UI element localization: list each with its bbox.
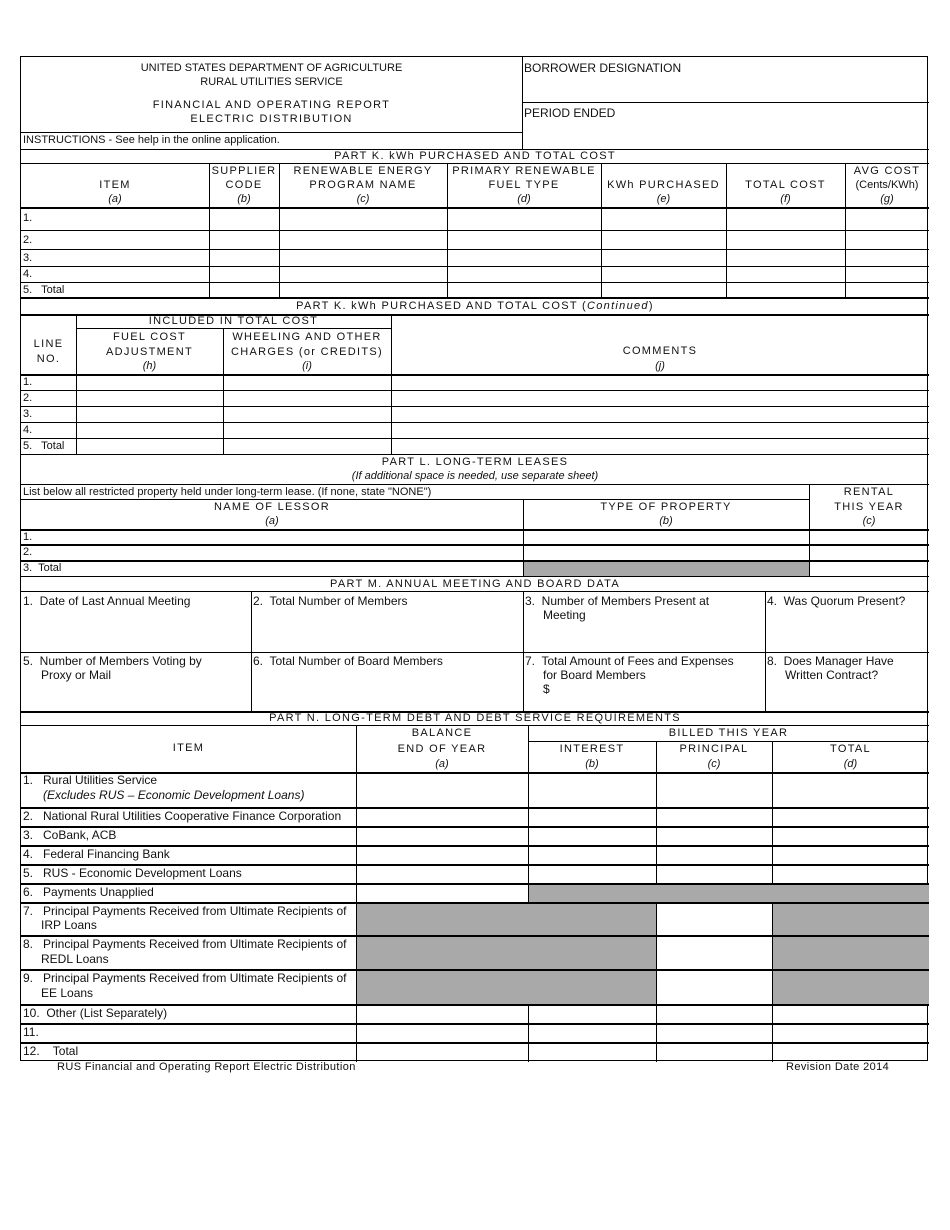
period-ended-field[interactable] — [524, 121, 926, 147]
col-j: (j) — [655, 360, 665, 372]
n-col-principal: PRINCIPAL — [679, 743, 749, 755]
n-row-10: 10. Other (List Separately) — [23, 1006, 168, 1020]
n-col-interest: INTEREST — [559, 743, 625, 755]
k-col-renewable: RENEWABLE ENERGY — [293, 165, 433, 177]
rus-form — [20, 56, 928, 1061]
type-of-property-label: TYPE OF PROPERTY — [600, 501, 732, 513]
table-row: 3. — [23, 252, 33, 264]
table-row: 4. — [23, 268, 33, 280]
k-col-d: (d) — [517, 193, 531, 205]
q5-field[interactable] — [23, 685, 249, 709]
report-subtitle: ELECTRIC DISTRIBUTION — [190, 113, 353, 125]
k-col-primary: PRIMARY RENEWABLE — [452, 165, 596, 177]
q2-field[interactable] — [253, 612, 521, 650]
table-row: 5. Total — [23, 284, 65, 296]
k-col-g: (g) — [880, 193, 894, 205]
n-row-7: 7. Principal Payments Received from Ultimate Recipients of — [23, 904, 347, 918]
q8-label: 8. Does Manager Have — [767, 654, 894, 668]
table-row: 3. Total — [23, 562, 62, 574]
k-col-supplier: SUPPLIER — [211, 165, 277, 177]
n-row-5: 5. RUS - Economic Development Loans — [23, 866, 242, 880]
q3-label: 3. Number of Members Present at — [525, 594, 710, 608]
part-m-title: PART M. ANNUAL MEETING AND BOARD DATA — [330, 578, 620, 590]
k-col-e: (e) — [656, 193, 671, 205]
fuel-cost-label: FUEL COST — [112, 331, 187, 343]
q5-label-cont: Proxy or Mail — [41, 668, 112, 682]
n-row-11: 11. — [23, 1025, 39, 1039]
n-row-1-note: (Excludes RUS – Economic Development Loans) — [43, 788, 305, 802]
q4-field[interactable] — [767, 612, 927, 650]
service-name: RURAL UTILITIES SERVICE — [200, 76, 343, 88]
n-col-b: (b) — [585, 758, 599, 770]
q6-label: 6. Total Number of Board Members — [253, 654, 443, 668]
part-l-input-grid[interactable] — [61, 531, 929, 560]
k-col-f: (f) — [780, 193, 791, 205]
instructions: INSTRUCTIONS - See help in the online application. — [23, 134, 280, 146]
part-k-continued-input-grid[interactable] — [77, 376, 929, 454]
shaded-cell — [524, 562, 809, 576]
col-i: (i) — [302, 360, 312, 372]
n-row-2: 2. National Rural Utilities Cooperative Finance Corporation — [23, 809, 342, 823]
table-row: 2. — [23, 546, 33, 558]
shaded-cell — [529, 883, 929, 902]
shaded-cell — [357, 902, 656, 1005]
n-col-end-of-year: END OF YEAR — [397, 743, 487, 755]
n-row-8-cont: REDL Loans — [41, 952, 109, 966]
col-a: (a) — [265, 515, 279, 527]
n-row-8: 8. Principal Payments Received from Ultimate Recipients of — [23, 937, 347, 951]
k-col-c: (c) — [356, 193, 370, 205]
n-row-9: 9. Principal Payments Received from Ultimate Recipients of — [23, 971, 347, 985]
n-col-c: (c) — [707, 758, 721, 770]
col-b: (b) — [659, 515, 673, 527]
n-row-1: 1. Rural Utilities Service — [23, 773, 158, 787]
dept-name: UNITED STATES DEPARTMENT OF AGRICULTURE — [140, 62, 403, 74]
n-col-a: (a) — [435, 758, 449, 770]
q8-field[interactable] — [767, 685, 927, 709]
n-row-4: 4. Federal Financing Bank — [23, 847, 170, 861]
this-year-label: THIS YEAR — [834, 501, 904, 513]
q4-label: 4. Was Quorum Present? — [767, 594, 906, 608]
n-row-7-cont: IRP Loans — [41, 918, 97, 932]
k-col-item: ITEM — [99, 179, 131, 191]
shaded-cell — [773, 902, 929, 1005]
k-col-item-sub: (a) — [108, 193, 122, 205]
comments-label: COMMENTS — [622, 345, 698, 357]
n-col-balance: BALANCE — [411, 727, 473, 739]
included-in-total-cost: INCLUDED IN TOTAL COST — [148, 315, 319, 327]
col-h: (h) — [142, 360, 157, 372]
table-row: 5. Total — [23, 440, 65, 452]
n-col-item: ITEM — [172, 742, 205, 754]
k-col-avg: AVG COST — [853, 165, 921, 177]
k-col-fuel: FUEL TYPE — [488, 179, 560, 191]
q1-field[interactable] — [23, 612, 249, 650]
part-k-title: PART K. kWh PURCHASED AND TOTAL COST — [334, 150, 616, 162]
q7-label: 7. Total Amount of Fees and Expenses — [525, 654, 734, 668]
q6-field[interactable] — [253, 672, 521, 709]
q7-label-cont: for Board Members — [543, 668, 646, 682]
borrower-designation-label: BORROWER DESIGNATION — [524, 61, 682, 75]
line-label: LINE — [33, 338, 64, 350]
part-k-continued-title: PART K. kWh PURCHASED AND TOTAL COST (Continued) — [296, 300, 654, 312]
period-ended-label: PERIOD ENDED — [524, 106, 616, 120]
q7-field[interactable] — [555, 682, 763, 709]
q3-label-cont: Meeting — [543, 608, 586, 622]
footer-form-name: RUS Financial and Operating Report Electric Distribution — [57, 1061, 356, 1073]
report-title: FINANCIAL AND OPERATING REPORT — [152, 99, 391, 111]
n-row-3: 3. CoBank, ACB — [23, 828, 117, 842]
n-row-6: 6. Payments Unapplied — [23, 885, 154, 899]
k-col-kwh: KWh PURCHASED — [607, 179, 720, 191]
footer-revision-date: Revision Date 2014 — [786, 1061, 890, 1073]
rental-label: RENTAL — [843, 486, 895, 498]
k-col-code: CODE — [225, 179, 263, 191]
wheeling-label: WHEELING AND OTHER — [232, 331, 382, 343]
name-of-lessor-label: NAME OF LESSOR — [214, 501, 330, 513]
k-col-b: (b) — [237, 193, 251, 205]
n-billed-this-year: BILLED THIS YEAR — [668, 727, 789, 739]
table-row: 2. — [23, 234, 33, 246]
k-col-total-cost: TOTAL COST — [745, 179, 826, 191]
table-row: 1. — [23, 376, 33, 388]
borrower-designation-field[interactable] — [524, 77, 926, 101]
q7-dollar: $ — [543, 682, 550, 696]
table-row: 1. — [23, 531, 33, 543]
part-n-title: PART N. LONG-TERM DEBT AND DEBT SERVICE REQUIREMENTS — [269, 712, 681, 724]
q3-field[interactable] — [525, 625, 763, 650]
table-row: 3. — [23, 408, 33, 420]
table-row: 2. — [23, 392, 33, 404]
table-row: 1. — [23, 212, 33, 224]
k-col-cents: (Cents/KWh) — [855, 179, 919, 191]
charges-label: CHARGES (or CREDITS) — [231, 346, 383, 358]
part-l-title: PART L. LONG-TERM LEASES — [381, 456, 569, 468]
n-col-total: TOTAL — [830, 743, 871, 755]
k-col-program: PROGRAM NAME — [309, 179, 417, 191]
no-label: NO. — [36, 353, 61, 365]
n-col-d: (d) — [843, 758, 858, 770]
part-l-subtitle: (If additional space is needed, use separate sheet) — [351, 470, 599, 482]
q5-label: 5. Number of Members Voting by — [23, 654, 202, 668]
n-row-12: 12. Total — [23, 1044, 79, 1058]
part-l-instructions: List below all restricted property held under long-term lease. (If none, state "NONE") — [23, 486, 432, 498]
q8-label-cont: Written Contract? — [785, 668, 879, 682]
part-k-input-grid[interactable] — [210, 208, 929, 297]
q1-label: 1. Date of Last Annual Meeting — [23, 594, 191, 608]
table-row: 4. — [23, 424, 33, 436]
n-row-9-cont: EE Loans — [41, 986, 94, 1000]
q2-label: 2. Total Number of Members — [253, 594, 408, 608]
adjustment-label: ADJUSTMENT — [106, 346, 193, 358]
part-n-input-grid[interactable] — [358, 774, 528, 882]
col-c: (c) — [862, 515, 876, 527]
